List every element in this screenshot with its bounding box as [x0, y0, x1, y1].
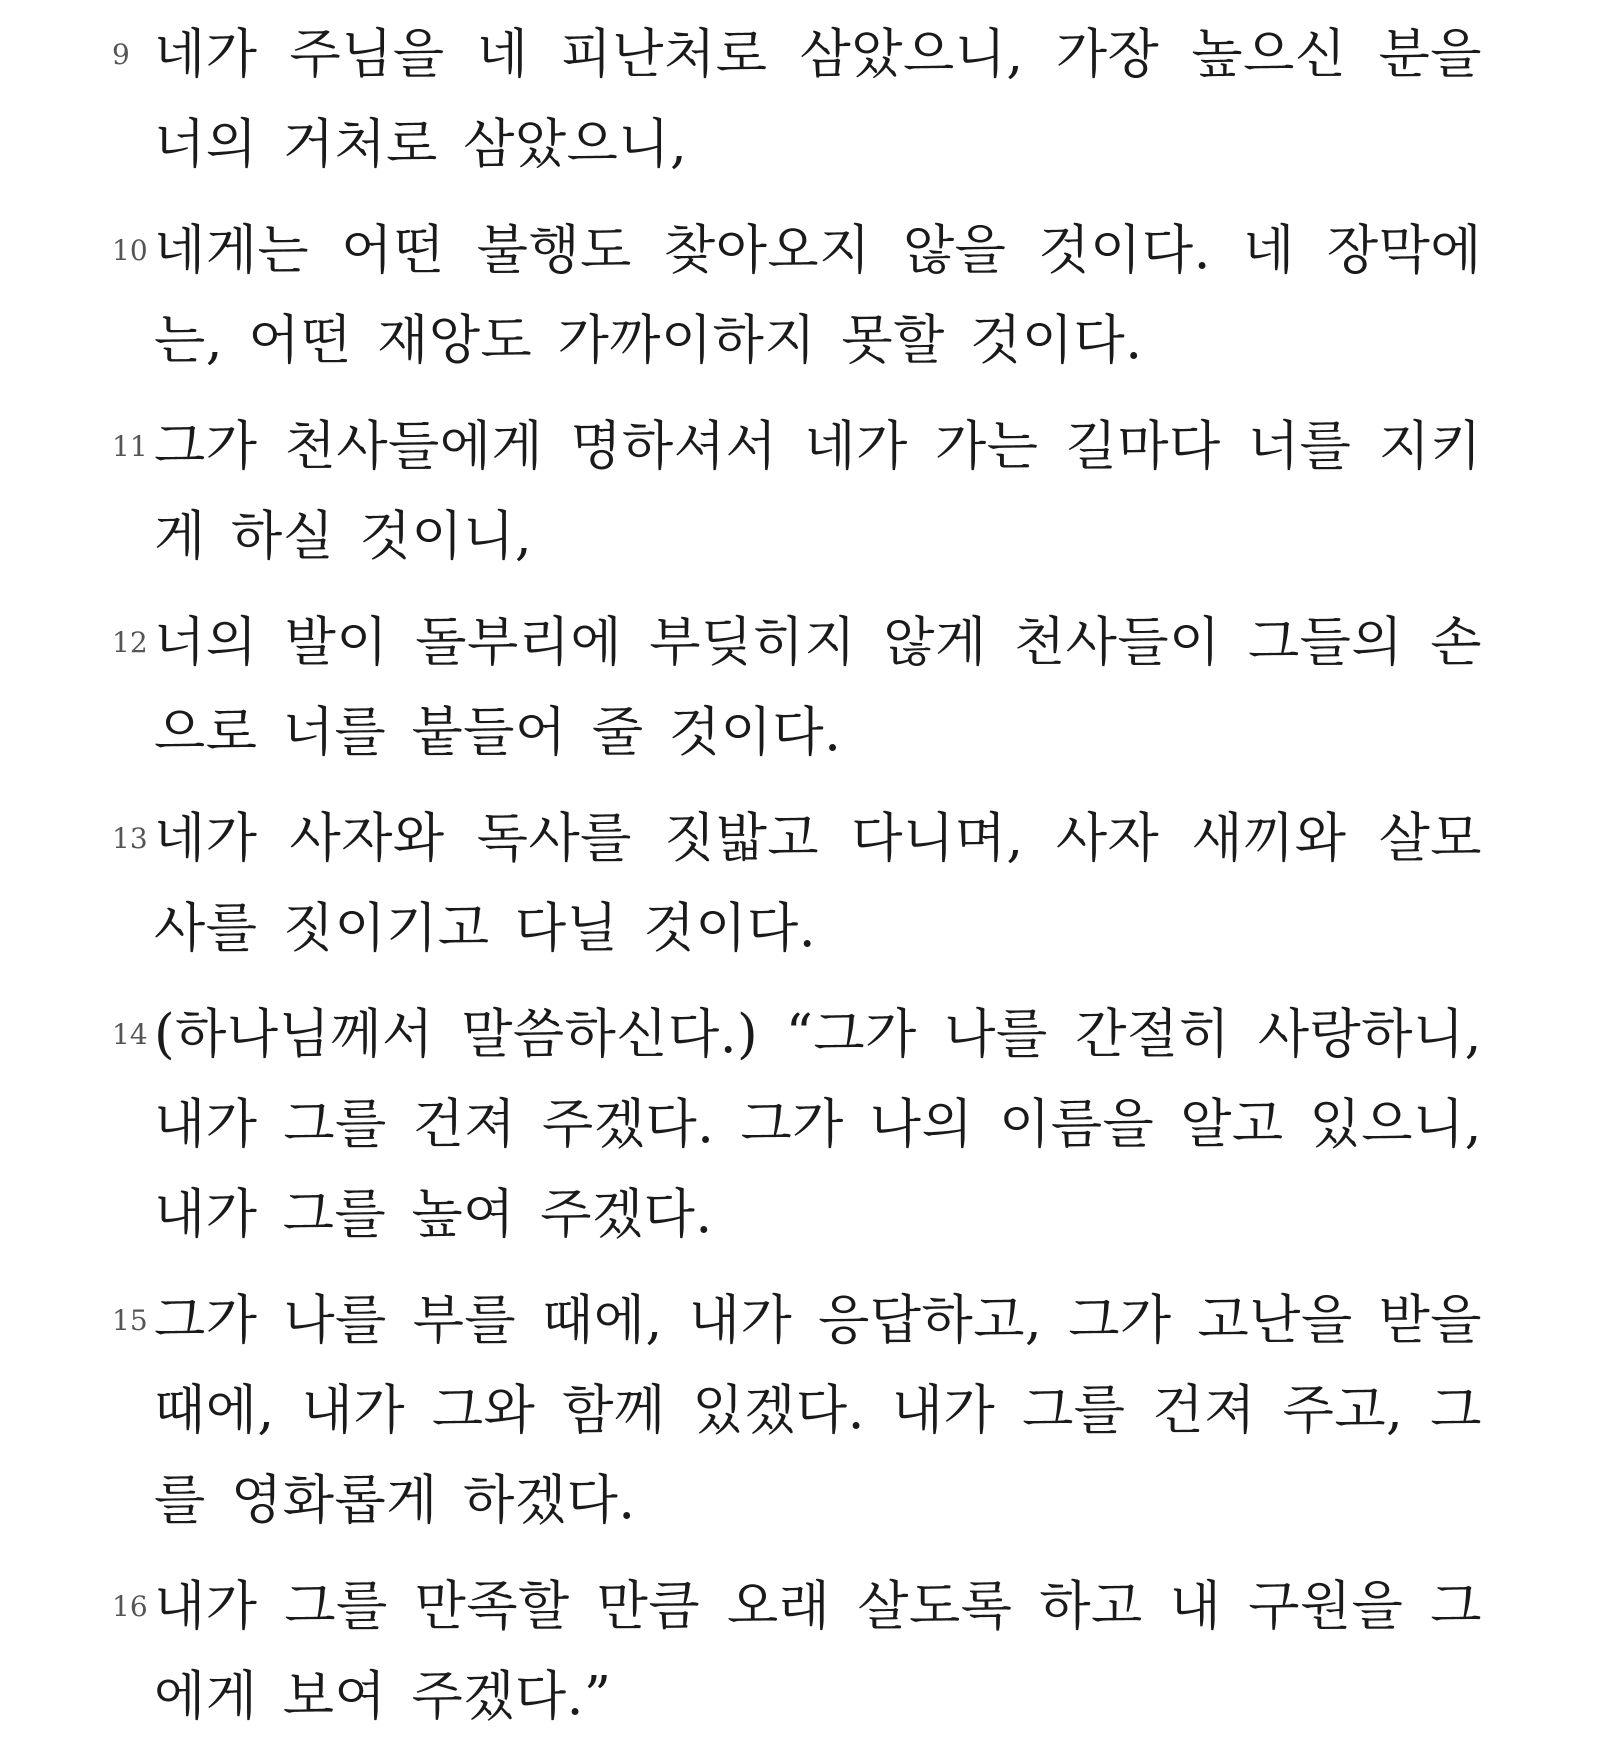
verse-12: [112, 598, 1482, 778]
verse-15: [112, 1276, 1482, 1546]
verse-text: 네게는 어떤 불행도 찾아오지 않을 것이다. 네 장막에는, 어떤 재앙도 가까이하지 못할 것이다.: [154, 220, 1482, 371]
verse-number: 10: [112, 234, 148, 267]
verse-10: [112, 206, 1482, 386]
verse-text: 내가 그를 만족할 만큼 오래 살도록 하고 내 구원을 그에게 보여 주겠다.”: [154, 1576, 1482, 1727]
verse-text: 네가 주님을 네 피난처로 삼았으니, 가장 높으신 분을 너의 거처로 삼았으니,: [154, 24, 1482, 175]
verse-number: 16: [112, 1590, 148, 1623]
verse-number: 14: [112, 1018, 148, 1051]
verse-text: (하나님께서 말씀하신다.) “그가 나를 간절히 사랑하니, 내가 그를 건져 주겠다. 그가 나의 이름을 알고 있으니, 내가 그를 높여 주겠다.: [154, 1004, 1482, 1245]
verse-11: [112, 402, 1482, 582]
verse-13: [112, 794, 1482, 974]
verse-text: 그가 나를 부를 때에, 내가 응답하고, 그가 고난을 받을 때에, 내가 그와 함께 있겠다. 내가 그를 건져 주고, 그를 영화롭게 하겠다.: [154, 1290, 1482, 1531]
verse-16: [112, 1562, 1482, 1742]
verse-number: 13: [112, 822, 148, 855]
verse-number: 11: [112, 430, 148, 463]
verse-text: 그가 천사들에게 명하셔서 네가 가는 길마다 너를 지키게 하실 것이니,: [154, 416, 1482, 567]
verse-number: 15: [112, 1304, 148, 1337]
verse-text: 너의 발이 돌부리에 부딪히지 않게 천사들이 그들의 손으로 너를 붙들어 줄 것이다.: [154, 612, 1482, 763]
verse-9: [112, 10, 1482, 190]
verse-number: 9: [112, 38, 130, 71]
verse-text: 네가 사자와 독사를 짓밟고 다니며, 사자 새끼와 살모사를 짓이기고 다닐 것이다.: [154, 808, 1482, 959]
verse-number: 12: [112, 626, 148, 659]
verse-14: [112, 990, 1482, 1260]
verse-list: [112, 10, 1482, 1758]
